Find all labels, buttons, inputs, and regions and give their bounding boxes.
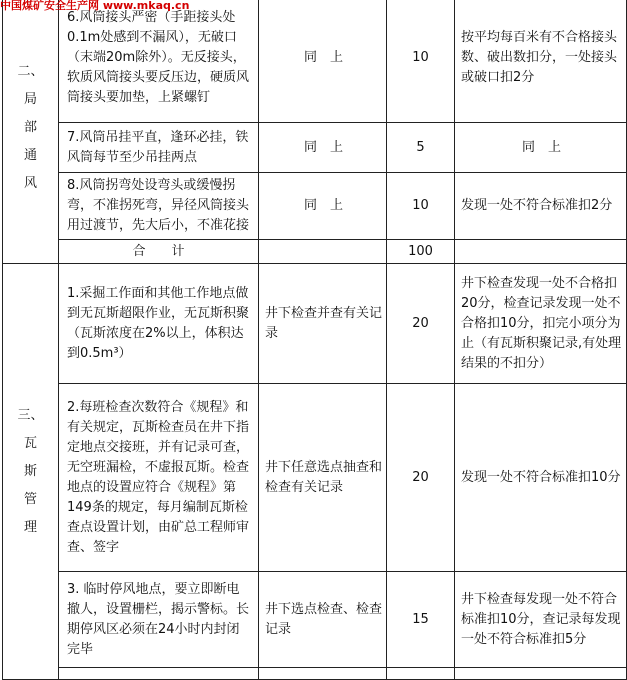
rule-cell: 井下检查发现一处不合格扣20分，检查记录发现一处不合格扣10分，扣完小项分为止（有瓦斯积聚记录,有处理结果的不扣分） [455, 264, 627, 384]
rule-cell: 同 上 [455, 123, 627, 173]
rule-cell: 发现一处不符合标准扣2分 [455, 173, 627, 240]
category-char: 瓦 [23, 435, 37, 451]
total-row [3, 240, 627, 264]
content-cell: 3. 临时停风地点，要立即断电撤人，设置栅栏，揭示警标。长期停风区必须在24小时内封闭完毕 [59, 572, 259, 668]
content-cell: 8.风筒拐弯处设弯头或缓慢拐弯，不准拐死弯，异径风筒接头用过渡节，先大后小，不准花接 [59, 173, 259, 240]
category-char: 斯 [23, 463, 37, 479]
score-cell: 5 [387, 123, 455, 173]
table-row [3, 123, 627, 173]
category-char: 部 [23, 120, 37, 135]
table-row [3, 264, 627, 384]
method-cell: 同 上 [259, 0, 387, 123]
total-label: 合 计 [59, 240, 259, 264]
table-row [3, 668, 627, 680]
standards-table [2, 0, 627, 680]
rule-cell: 井下检查每发现一处不符合标准扣10分，查记录每发现一处不符合标准扣5分 [455, 572, 627, 668]
empty-cell [259, 668, 387, 680]
method-cell: 井下任意选点抽查和检查有关记录 [259, 384, 387, 572]
content-cell: 6.风筒接头严密（手距接头处0.1m处感到不漏风），无破口（末端20m除外）。无反接头，软质风筒接头要反压边，硬质风筒接头要加垫，上紧螺钉 [59, 0, 259, 123]
content-cell: 1.采掘工作面和其他工作地点做到无瓦斯超限作业，无瓦斯积聚（瓦斯浓度在2%以上，体积达到0.5m³） [59, 264, 259, 384]
category-char: 风 [23, 176, 37, 191]
category-char: 二、 [17, 64, 44, 79]
score-cell: 15 [387, 572, 455, 668]
method-cell: 井下检查并查有关记录 [259, 264, 387, 384]
score-cell: 20 [387, 264, 455, 384]
table-row [3, 0, 627, 123]
score-cell: 10 [387, 173, 455, 240]
category-char: 通 [23, 148, 37, 163]
table-row [3, 572, 627, 668]
content-cell: 2.每班检查次数符合《规程》和有关规定，瓦斯检查员在井下指定地点交接班，并有记录可查，无空班漏检，不虚报瓦斯。检查地点的设置应符合《规程》第149条的规定，每月编制瓦斯检查点设置计划，由矿总工程师审查、签字 [59, 384, 259, 572]
method-cell: 同 上 [259, 173, 387, 240]
empty-cell [59, 668, 259, 680]
category-cell-gas-management [3, 264, 59, 680]
table-row [3, 173, 627, 240]
category-char: 管 [23, 491, 37, 507]
category-char: 三、 [17, 407, 44, 423]
empty-cell [455, 240, 627, 264]
content-cell: 7.风筒吊挂平直，逢环必挂，铁风筒每节至少吊挂两点 [59, 123, 259, 173]
category-char: 理 [23, 519, 37, 535]
empty-cell [259, 240, 387, 264]
rule-cell: 发现一处不符合标准扣10分 [455, 384, 627, 572]
score-cell: 20 [387, 384, 455, 572]
category-cell-ventilation [3, 0, 59, 264]
rule-cell: 按平均每百米有不合格接头数、破出数扣分，一处接头或破口扣2分 [455, 0, 627, 123]
empty-cell [387, 668, 455, 680]
empty-cell [455, 668, 627, 680]
total-score: 100 [387, 240, 455, 264]
category-char: 局 [23, 92, 37, 107]
table-row [3, 384, 627, 572]
score-cell: 10 [387, 0, 455, 123]
watermark: 中国煤矿安全生产网 www.mkaq.cn [0, 0, 190, 12]
method-cell: 同 上 [259, 123, 387, 173]
method-cell: 井下选点检查、检查记录 [259, 572, 387, 668]
